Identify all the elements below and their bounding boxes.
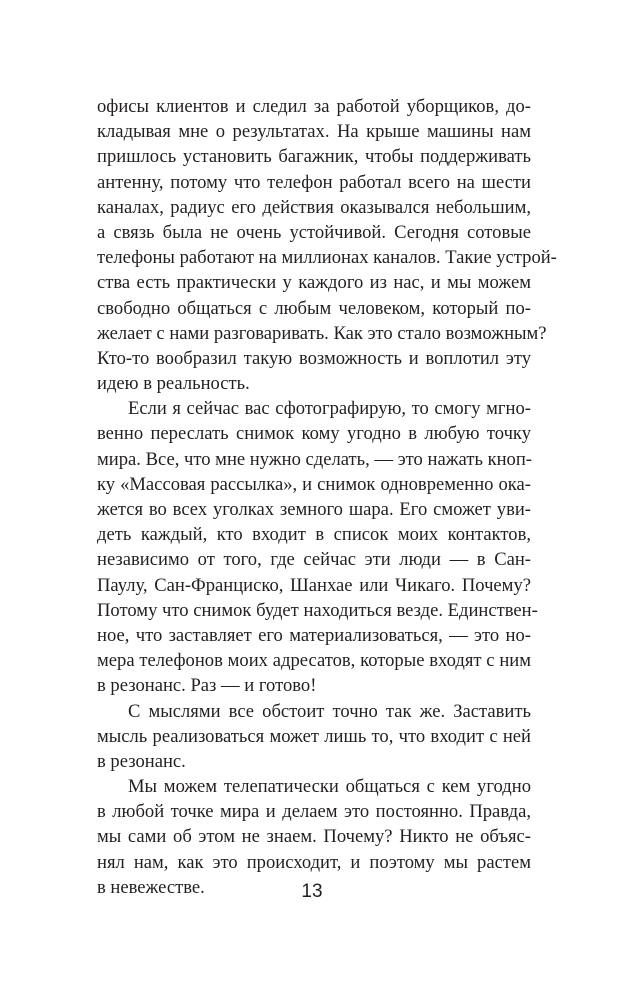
text-line: кладывая мне о результатах. На крыше машины нам bbox=[97, 121, 531, 143]
text-line: нял нам, как это происходит, и поэтому мы растем bbox=[97, 851, 531, 873]
page-number: 13 bbox=[301, 881, 323, 902]
text-line: в любой точке мира и делаем это постоянно. Правда, bbox=[97, 801, 531, 823]
text-line: Паулу, Сан-Франциско, Шанхае или Чикаго. Почему? bbox=[97, 574, 531, 596]
text-line: желает с нами разговаривать. Как это стало возможным? bbox=[97, 322, 547, 344]
text-line: ку «Массовая рассылка», и снимок одновременно ока- bbox=[97, 473, 531, 495]
text-line: венно переслать снимок кому угодно в любую точку bbox=[97, 423, 531, 445]
text-line: деть каждый, кто входит в список моих контактов, bbox=[97, 524, 531, 546]
text-line: телефоны работают на миллионах каналов. Такие устрой- bbox=[97, 247, 557, 269]
paragraph bbox=[97, 699, 531, 775]
text-line: в невежестве. bbox=[97, 876, 205, 898]
text-line: Потому что снимок будет находиться везде. Единствен- bbox=[97, 599, 538, 621]
text-line: мира. Все, что мне нужно сделать, — это нажать кноп- bbox=[97, 448, 533, 470]
text-line: свободно общаться с любым человеком, который по- bbox=[97, 297, 531, 319]
text-line: мера телефонов моих адресатов, которые входят с ним bbox=[97, 650, 531, 672]
paragraph bbox=[97, 94, 557, 396]
text-line: жется во всех уголках земного шара. Его сможет уви- bbox=[97, 499, 531, 520]
text-line: в резонанс. bbox=[97, 750, 186, 772]
text-line: Если я сейчас вас сфотографирую, то смогу мгно- bbox=[128, 398, 531, 420]
text-line: Мы можем телепатически общаться с кем угодно bbox=[128, 776, 531, 798]
text-line: ства есть практически у каждого из нас, и мы можем bbox=[97, 272, 531, 294]
body-text bbox=[97, 94, 557, 900]
text-line: мы сами об этом не знаем. Почему? Никто не объяс- bbox=[97, 826, 531, 848]
text-line: в резонанс. Раз — и готово! bbox=[97, 675, 317, 697]
text-line: С мыслями все обстоит точно так же. Заставить bbox=[128, 700, 531, 722]
text-line: антенну, потому что телефон работал всего на шести bbox=[97, 171, 531, 193]
text-line: ное, что заставляет его материализоваться, — это но- bbox=[97, 624, 531, 646]
text-line: а связь была не очень устойчивой. Сегодня сотовые bbox=[97, 221, 531, 243]
text-line: мысль реализоваться может лишь то, что входит с ней bbox=[97, 725, 531, 747]
text-line: независимо от того, где сейчас эти люди — в Сан- bbox=[97, 549, 531, 571]
text-line: идею в реальность. bbox=[97, 373, 250, 395]
text-line: офисы клиентов и следил за работой уборщиков, до- bbox=[97, 96, 531, 117]
text-line: пришлось установить багажник, чтобы поддерживать bbox=[97, 146, 531, 168]
text-line: Кто-то вообразил такую возможность и воплотил эту bbox=[97, 347, 531, 369]
text-line: каналах, радиус его действия оказывался небольшим, bbox=[97, 196, 531, 218]
paragraph bbox=[97, 396, 538, 698]
